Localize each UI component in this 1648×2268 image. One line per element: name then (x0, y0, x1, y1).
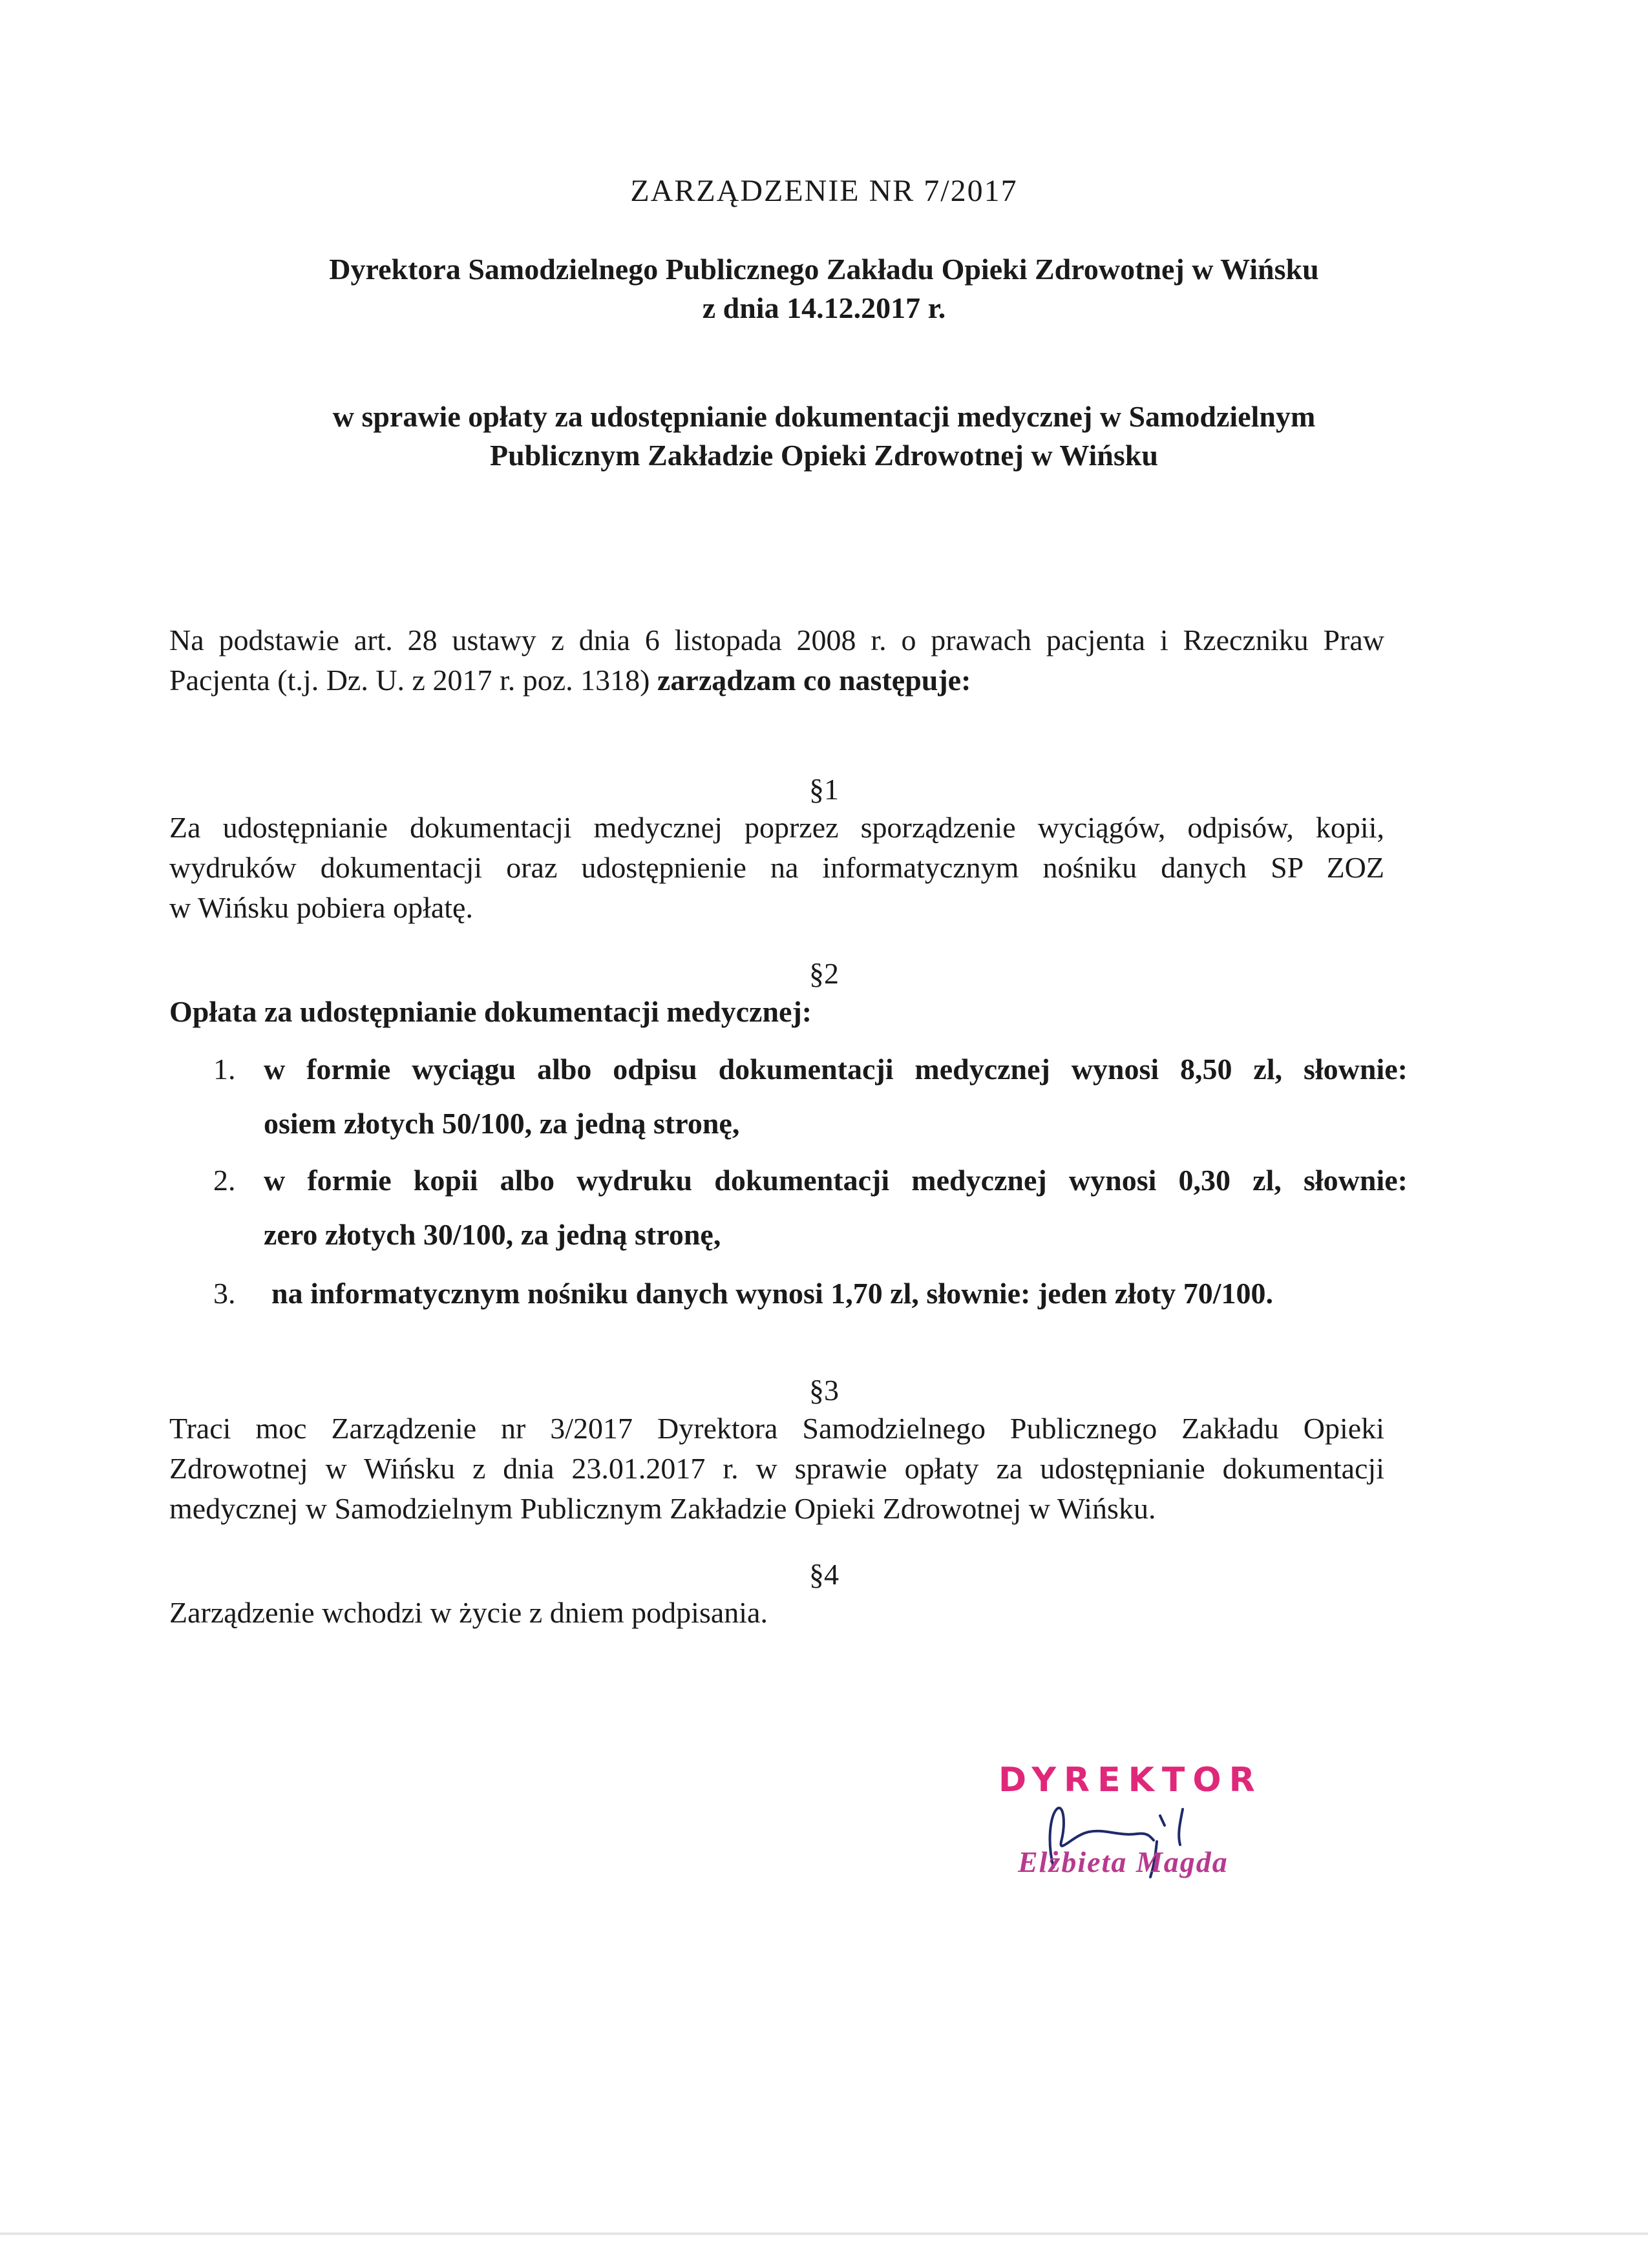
stamp-name: Elżbieta Magda (1018, 1845, 1229, 1878)
fee-item-3-number: 3. (213, 1277, 236, 1310)
section-1-line-2: wydruków dokumentacji oraz udostępnienie na informatycznym nośniku danych SP ZOZ (169, 851, 1384, 884)
fee-item-1-line-2: osiem złotych 50/100, za jedną stronę, (264, 1107, 740, 1140)
subject-line-2: Publicznym Zakładzie Opieki Zdrowotnej w Wińsku (490, 439, 1158, 472)
fee-item-2-number: 2. (213, 1164, 236, 1197)
section-1-line-3: w Wińsku pobiera opłatę. (169, 891, 473, 924)
issuer: Dyrektora Samodzielnego Publicznego Zakładu Opieki Zdrowotnej w Wińsku (329, 253, 1319, 286)
section-3-line-1: Traci moc Zarządzenie nr 3/2017 Dyrektora Samodzielnego Publicznego Zakładu Opieki (169, 1412, 1384, 1445)
issue-date: z dnia 14.12.2017 r. (702, 291, 946, 324)
fee-item-2-line-2: zero złotych 30/100, za jedną stronę, (264, 1218, 721, 1251)
section-4-line-1: Zarządzenie wchodzi w życie z dniem podpisania. (169, 1596, 768, 1629)
section-1-body (169, 808, 1384, 928)
document-title: ZARZĄDZENIE NR 7/2017 (630, 174, 1018, 208)
section-4-body (169, 1593, 1384, 1633)
fee-item-1-line-1: w formie wyciągu albo odpisu dokumentacji medycznej wynosi 8,50 zl, słownie: (264, 1053, 1408, 1086)
section-3-body (169, 1409, 1384, 1529)
section-2-heading: §2 (809, 957, 839, 990)
preamble-decision: zarządzam co następuje: (657, 664, 971, 697)
section-1-line-1: Za udostępnianie dokumentacji medycznej poprzez sporządzenie wyciągów, odpisów, kopii, (169, 811, 1384, 844)
preamble-line-1: Na podstawie art. 28 ustawy z dnia 6 listopada 2008 r. o prawach pacjenta i Rzeczniku Praw (169, 624, 1384, 656)
section-3-heading: §3 (809, 1374, 839, 1407)
fee-item-1-number: 1. (213, 1053, 236, 1086)
scan-edge-line (0, 2232, 1648, 2235)
fee-item-2-line-1: w formie kopii albo wydruku dokumentacji medycznej wynosi 0,30 zl, słownie: (264, 1164, 1408, 1197)
section-3-line-3: medycznej w Samodzielnym Publicznym Zakładzie Opieki Zdrowotnej w Wińsku. (169, 1492, 1156, 1525)
section-3-line-2: Zdrowotnej w Wińsku z dnia 23.01.2017 r. w sprawie opłaty za udostępnianie dokumentacji (169, 1452, 1384, 1485)
subject-line-1: w sprawie opłaty za udostępnianie dokumentacji medycznej w Samodzielnym (332, 400, 1316, 433)
section-2-intro: Opłata za udostępnianie dokumentacji medycznej: (169, 995, 812, 1028)
section-4-heading: §4 (809, 1558, 839, 1591)
stamp-title: DYREKTOR (998, 1761, 1263, 1800)
preamble (169, 620, 1384, 700)
section-1-heading: §1 (809, 773, 839, 806)
fee-item-3-line-1: na informatycznym nośniku danych wynosi 1,70 zl, słownie: jeden złoty 70/100. (271, 1277, 1274, 1310)
preamble-line-2 (169, 660, 1384, 700)
preamble-legal-basis: Pacjenta (t.j. Dz. U. z 2017 r. poz. 1318) (169, 664, 657, 697)
